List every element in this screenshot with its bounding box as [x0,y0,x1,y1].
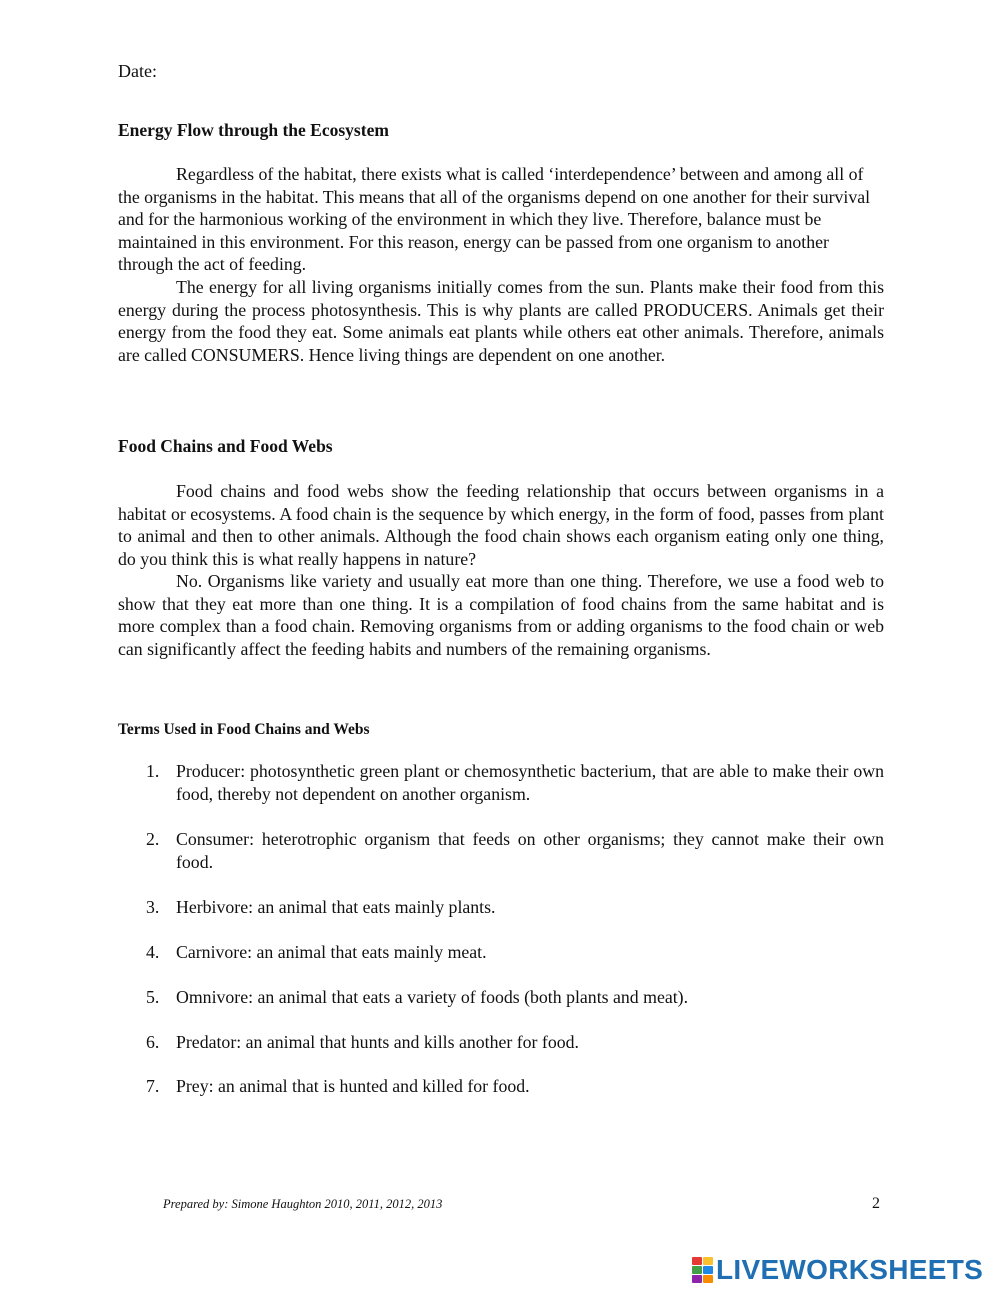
section-heading-energy-flow: Energy Flow through the Ecosystem [118,120,389,140]
liveworksheets-logo-icon [692,1257,712,1283]
paragraph-food-webs: No. Organisms like variety and usually eat more than one thing. Therefore, we use a food web to show that they eat more than one thing. It is a compilation of food chains from the same habitat and is more complex than a food chain. Removing organisms from or adding organisms to the food chain or web can significantly affect the feeding habits and numbers of the remaining organisms. [118,571,884,659]
list-item-number: 7. [146,1076,160,1096]
paragraph-interdependence: Regardless of the habitat, there exists what is called ‘interdependence’ between and among all of the organisms in the habitat. This means that all of the organisms depend on one another for their survival and for the harmonious working of the environment in which they live. Therefore, balance must be maintained in this environment. For this reason, energy can be passed from one organism to another through the act of feeding. [118,164,871,275]
logo-tile [703,1266,713,1274]
brand-name: LIVEWORKSHEETS [716,1254,984,1285]
section-heading-terms: Terms Used in Food Chains and Webs [118,721,370,738]
list-item-number: 2. [146,829,160,849]
list-item-text: Carnivore: an animal that eats mainly meat. [176,942,487,962]
list-item-number: 6. [146,1032,160,1052]
paragraph-producers-consumers: The energy for all living organisms initially comes from the sun. Plants make their food from this energy during the process photosynthesis. This is why plants are called PRODUCERS. Animals get their energy from the food they eat. Some animals eat plants while others eat other animals. Therefore, animals are called CONSUMERS. Hence living things are dependent on one another. [118,277,884,365]
list-item-text: Producer: photosynthetic green plant or chemosynthetic bacterium, that are able to make their own food, thereby not dependent on another organism. [176,761,884,804]
list-item-number: 3. [146,897,160,917]
logo-tile [692,1266,702,1274]
list-item-text: Omnivore: an animal that eats a variety of foods (both plants and meat). [176,987,689,1007]
list-item-text: Predator: an animal that hunts and kills another for food. [176,1032,579,1052]
logo-tile [692,1275,702,1283]
logo-tile [703,1275,713,1283]
list-item-text: Prey: an animal that is hunted and killed for food. [176,1076,530,1096]
liveworksheets-brand[interactable] [692,1254,983,1286]
paragraph-food-chains: Food chains and food webs show the feeding relationship that occurs between organisms in a habitat or ecosystems. A food chain is the sequence by which energy, in the form of food, passes from plant to animal and then to other animals. Although the food chain shows each organism eating only one thing, do you think this is what really happens in nature? [118,481,884,569]
list-item-number: 4. [146,942,160,962]
page-number: 2 [872,1195,880,1212]
logo-tile [692,1257,702,1265]
list-item-number: 5. [146,987,160,1007]
logo-tile [703,1257,713,1265]
list-item-number: 1. [146,761,160,781]
footer-credit: Prepared by: Simone Haughton 2010, 2011, 2012, 2013 [163,1197,443,1211]
section-heading-food-chains: Food Chains and Food Webs [118,436,333,456]
list-item-text: Consumer: heterotrophic organism that feeds on other organisms; they cannot make their own food. [176,829,884,872]
list-item-text: Herbivore: an animal that eats mainly plants. [176,897,496,917]
date-label: Date: [118,61,157,81]
